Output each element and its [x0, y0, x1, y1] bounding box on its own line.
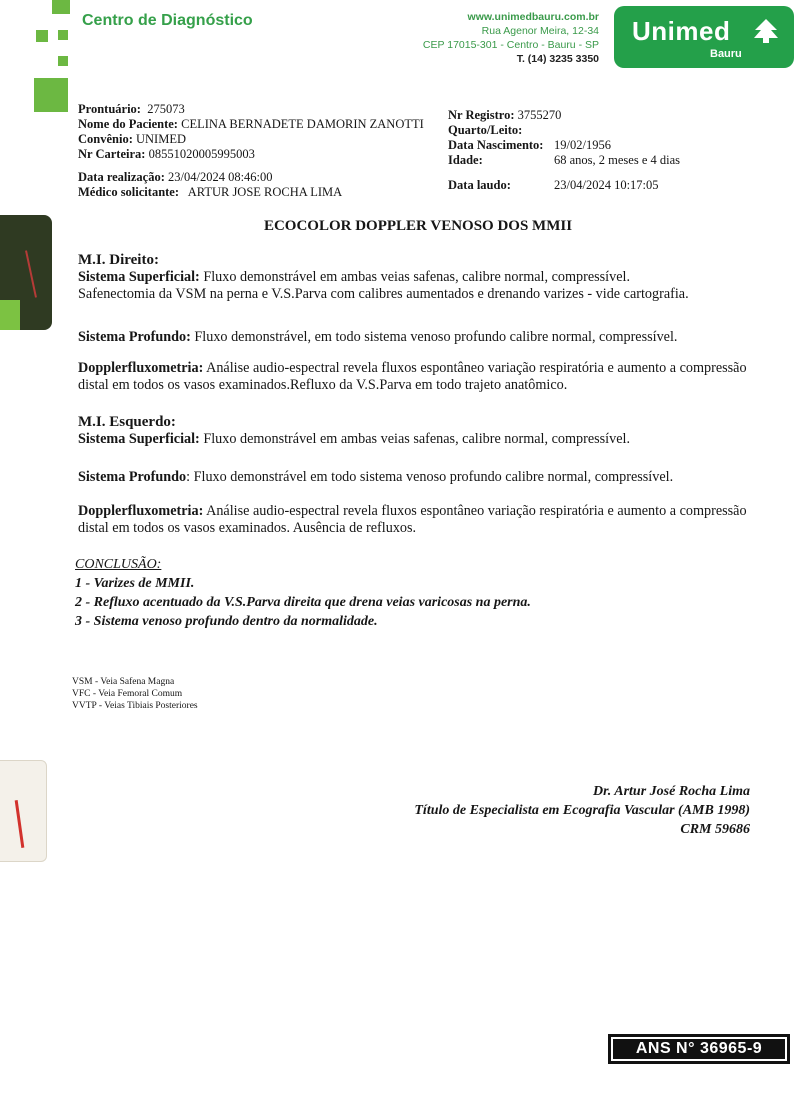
abbreviation-legend — [72, 676, 198, 712]
right-doppler-text: Análise audio-espectral revela fluxos espontâneo variação respiratória e aumento a compressão distal em todos os vasos examinados.Refluxo da V.S.Parva em todo trajeto anatômico. — [78, 360, 747, 393]
quarto-label: Quarto/Leito: — [448, 123, 523, 137]
phone: T. (14) 3235 3350 — [516, 53, 599, 65]
left-doppler — [78, 503, 758, 537]
right-leg-section — [78, 252, 758, 303]
conclusion-heading: CONCLUSÃO: — [75, 557, 162, 572]
doctor-title: Título de Especialista em Ecografia Vascular (AMB 1998) — [414, 803, 750, 818]
unimed-tree-icon — [752, 18, 780, 51]
right-profundo-label: Sistema Profundo: — [78, 329, 191, 345]
left-doppler-label: Dopplerfluxometria: — [78, 503, 204, 519]
address-line-1: Rua Agenor Meira, 12-34 — [481, 25, 599, 37]
data-realizacao-value: 23/04/2024 08:46:00 — [168, 170, 273, 184]
conclusion-item: 3 - Sistema venoso profundo dentro da normalidade. — [75, 614, 378, 629]
address-line-2: CEP 17015-301 - Centro - Bauru - SP — [422, 39, 599, 51]
legend-item: VFC - Veia Femoral Comum — [72, 689, 183, 699]
contact-block — [423, 10, 599, 66]
carteira-label: Nr Carteira: — [78, 147, 146, 161]
left-doppler-text: Análise audio-espectral revela fluxos espontâneo variação respiratória e aumento a compressão distal em todos os vasos examinados. Ausência de refluxos. — [78, 503, 747, 536]
convenio-value: UNIMED — [136, 132, 186, 146]
nascimento-value: 19/02/1956 — [554, 138, 611, 152]
conclusion-item: 2 - Refluxo acentuado da V.S.Parva direita que drena veias varicosas na perna. — [75, 595, 531, 610]
right-superficial-text: Fluxo demonstrável em ambas veias safenas, calibre normal, compressível. — [199, 269, 630, 285]
report-title: ECOCOLOR DOPPLER VENOSO DOS MMII — [263, 218, 573, 234]
conclusion-block — [75, 555, 531, 631]
doctor-crm: CRM 59686 — [680, 822, 750, 837]
logo-square — [36, 30, 48, 42]
brand-name: Unimed — [632, 16, 731, 46]
registro-label: Nr Registro: — [448, 108, 515, 122]
left-heading: M.I. Esquerdo: — [78, 414, 176, 430]
right-heading: M.I. Direito: — [78, 252, 159, 268]
legend-item: VVTP - Veias Tibiais Posteriores — [72, 701, 198, 711]
right-doppler — [78, 360, 758, 394]
logo-square — [52, 0, 70, 14]
carteira-value: 08551020005995003 — [148, 147, 255, 161]
conclusion-item: 1 - Varizes de MMII. — [75, 576, 195, 591]
brand-city: Bauru — [710, 48, 742, 60]
right-superficial-label: Sistema Superficial: — [78, 269, 200, 285]
left-superficial-label: Sistema Superficial: — [78, 431, 200, 447]
clinic-name: Centro de Diagnóstico — [82, 12, 253, 29]
logo-square — [34, 78, 68, 112]
website-link[interactable]: www.unimedbauru.com.br — [467, 11, 599, 23]
left-profundo-label: Sistema Profundo — [78, 469, 187, 485]
right-profundo — [78, 329, 758, 346]
legend-item: VSM - Veia Safena Magna — [72, 677, 175, 687]
medico-value: ARTUR JOSE ROCHA LIMA — [187, 185, 343, 199]
left-superficial-text: Fluxo demonstrável em ambas veias safenas, calibre normal, compressível. — [199, 431, 630, 447]
logo-square — [58, 56, 68, 66]
medico-label: Médico solicitante: — [78, 185, 180, 199]
right-superficial-text-2: Safenectomia da VSM na perna e V.S.Parva com calibres aumentados e drenando varizes - vide cartografia. — [78, 286, 689, 302]
patient-info-left — [78, 102, 424, 200]
right-profundo-text: Fluxo demonstrável, em todo sistema venoso profundo calibre normal, compressível. — [190, 329, 678, 345]
nascimento-label: Data Nascimento: — [448, 138, 544, 152]
left-profundo — [78, 469, 758, 486]
logo-square — [58, 30, 68, 40]
signature-block — [414, 782, 750, 839]
idade-label: Idade: — [448, 153, 483, 167]
prontuario-value: 275073 — [147, 102, 185, 116]
data-laudo-label: Data laudo: — [448, 178, 511, 192]
left-profundo-text: : Fluxo demonstrável em todo sistema venoso profundo calibre normal, compressível. — [186, 469, 674, 485]
data-realizacao-label: Data realização: — [78, 170, 165, 184]
convenio-label: Convênio: — [78, 132, 133, 146]
nome-value: CELINA BERNADETE DAMORIN ZANOTTI — [181, 117, 424, 131]
prontuario-label: Prontuário: — [78, 102, 141, 116]
idade-value: 68 anos, 2 meses e 4 dias — [554, 153, 681, 167]
left-leg-section — [78, 414, 758, 448]
nome-label: Nome do Paciente: — [78, 117, 178, 131]
unimed-logo — [614, 6, 794, 68]
right-doppler-label: Dopplerfluxometria: — [78, 360, 204, 376]
ans-badge: ANS N° 36965-9 — [608, 1034, 790, 1064]
patient-info-right — [448, 108, 680, 193]
registro-value: 3755270 — [517, 108, 562, 122]
data-laudo-value: 23/04/2024 10:17:05 — [554, 178, 659, 192]
binder-strip-green — [0, 300, 20, 330]
doctor-name: Dr. Artur José Rocha Lima — [592, 784, 750, 799]
